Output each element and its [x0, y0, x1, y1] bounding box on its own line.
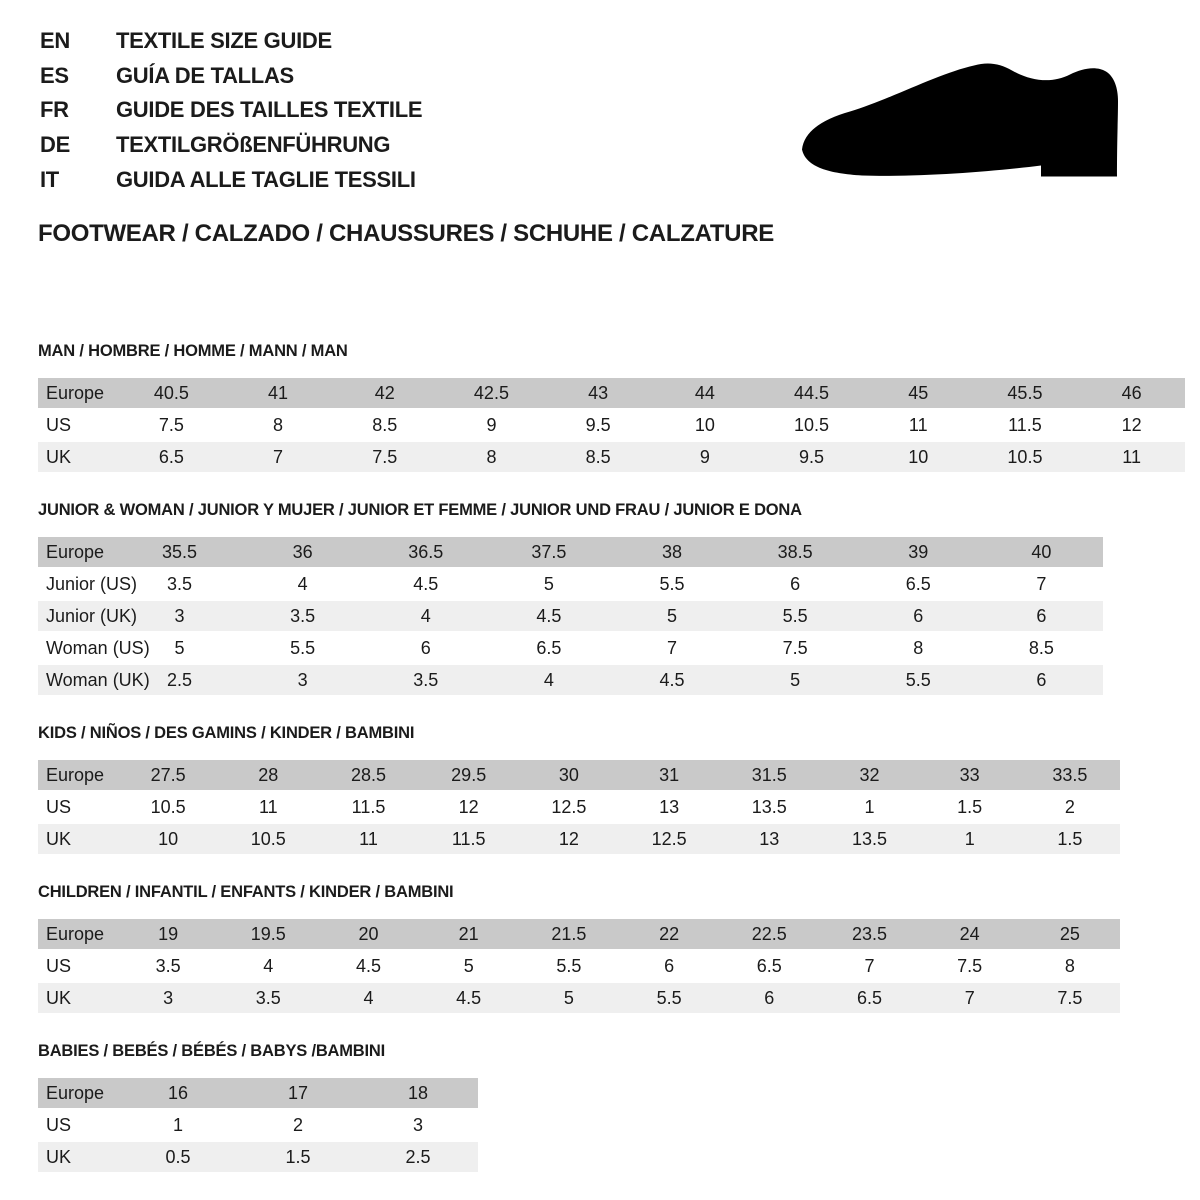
section-children	[38, 883, 1185, 1013]
size-cell: 0.5	[165, 1146, 191, 1167]
table-row	[38, 919, 1120, 949]
size-cell: 33.5	[1052, 764, 1088, 785]
language-row	[40, 93, 422, 128]
row-label-cell: Woman (US)	[46, 637, 150, 658]
size-cell: 10.5	[1007, 446, 1043, 467]
size-cell: 5	[174, 637, 185, 658]
row-label-cell: Europe	[46, 923, 105, 944]
size-tables	[38, 342, 1185, 1200]
size-cell: 13.5	[851, 828, 888, 849]
size-cell: 11	[359, 828, 378, 849]
size-cell: 11	[1122, 446, 1141, 467]
size-cell: 21.5	[551, 923, 587, 944]
size-cell: 44.5	[794, 382, 830, 403]
size-cell: 12	[1121, 414, 1142, 435]
size-cell: 23.5	[851, 923, 888, 944]
table-row	[38, 760, 1120, 790]
size-cell: 24	[959, 923, 980, 944]
size-cell: 8	[913, 637, 924, 658]
size-cell: 11	[258, 796, 278, 817]
size-cell: 3.5	[155, 955, 181, 976]
row-label-cell: UK	[46, 987, 72, 1008]
size-cell: 5	[667, 605, 678, 626]
size-cell: 19.5	[250, 923, 286, 944]
size-cell: 3	[412, 1114, 423, 1135]
size-cell: 11	[908, 414, 928, 435]
size-cell: 8	[273, 414, 284, 435]
size-cell: 41	[268, 382, 289, 403]
row-label-cell: US	[46, 955, 72, 976]
size-cell: 12.5	[551, 796, 587, 817]
size-cell: 3.5	[167, 573, 193, 594]
language-row	[40, 59, 422, 94]
size-cell: 4	[263, 955, 274, 976]
size-cell: 12	[458, 796, 479, 817]
row-label-cell: US	[46, 414, 72, 435]
table-row	[38, 601, 1103, 631]
size-cell: 6	[420, 637, 431, 658]
size-cell: 4	[363, 987, 374, 1008]
size-cell: 6.5	[536, 637, 562, 658]
table-row	[38, 378, 1185, 408]
size-cell: 7	[964, 987, 975, 1008]
size-cell: 13	[759, 828, 780, 849]
size-cell: 13	[659, 796, 680, 817]
size-cell: 8	[1064, 955, 1075, 976]
size-cell: 4	[420, 605, 431, 626]
size-cell: 5	[790, 669, 801, 690]
size-cell: 4.5	[413, 573, 439, 594]
size-cell: 6.5	[756, 955, 782, 976]
row-label-cell: Junior (US)	[46, 573, 138, 594]
size-cell: 7.5	[1057, 987, 1083, 1008]
size-cell: 10	[908, 446, 929, 467]
size-cell: 11.5	[451, 828, 486, 849]
section-title: KIDS / NIÑOS / DES GAMINS / KINDER / BAMBINI	[38, 724, 415, 742]
language-title: GUÍA DE TALLAS	[116, 62, 294, 88]
size-cell: 3	[163, 987, 174, 1008]
size-cell: 12.5	[651, 828, 687, 849]
size-cell: 22	[659, 923, 680, 944]
size-cell: 4.5	[456, 987, 482, 1008]
size-cell: 9	[486, 414, 497, 435]
size-cell: 40.5	[153, 382, 189, 403]
size-cell: 5.5	[556, 955, 582, 976]
size-cell: 25	[1059, 923, 1080, 944]
language-row	[40, 128, 422, 163]
language-title: GUIDE DES TAILLES TEXTILE	[116, 97, 423, 123]
size-cell: 7.5	[782, 637, 808, 658]
table-row	[38, 633, 1103, 663]
size-cell: 1	[964, 828, 975, 849]
row-label-cell: Junior (UK)	[46, 605, 138, 626]
table-row	[38, 569, 1103, 599]
row-label-cell: UK	[46, 446, 72, 467]
table-row	[38, 824, 1120, 854]
table-row	[38, 1110, 478, 1140]
table-row	[38, 951, 1120, 981]
language-title: GUIDA ALLE TAGLIE TESSILI	[116, 166, 416, 192]
table-row	[38, 665, 1103, 695]
language-code: DE	[40, 132, 70, 158]
table-row	[38, 1078, 478, 1108]
size-table-children	[38, 919, 1120, 1013]
size-cell: 18	[407, 1082, 429, 1103]
size-cell: 8.5	[1028, 637, 1054, 658]
size-cell: 7	[667, 637, 678, 658]
table-row	[38, 1142, 478, 1172]
language-title: TEXTILGRÖßENFÜHRUNG	[116, 132, 391, 158]
size-cell: 7.5	[372, 446, 398, 467]
size-cell: 3	[174, 605, 185, 626]
size-cell: 4.5	[659, 669, 685, 690]
size-cell: 2.5	[167, 669, 193, 690]
size-cell: 6	[913, 605, 924, 626]
size-table-junior-woman	[38, 537, 1103, 695]
size-cell: 7.5	[158, 414, 184, 435]
size-cell: 32	[859, 764, 880, 785]
size-cell: 8	[486, 446, 497, 467]
size-cell: 35.5	[162, 541, 198, 562]
row-label-cell: Woman (UK)	[46, 669, 150, 690]
table-row	[38, 983, 1120, 1013]
size-cell: 3.5	[255, 987, 281, 1008]
size-cell: 6.5	[905, 573, 931, 594]
size-table-man	[38, 378, 1185, 472]
language-code: ES	[40, 62, 69, 88]
size-cell: 8.5	[585, 446, 611, 467]
language-code: IT	[40, 166, 59, 192]
size-cell: 4.5	[355, 955, 381, 976]
size-cell: 31	[659, 764, 680, 785]
size-cell: 8.5	[372, 414, 398, 435]
size-cell: 37.5	[531, 541, 567, 562]
language-row	[40, 162, 422, 197]
section-junior-woman	[38, 501, 1185, 695]
row-label-cell: Europe	[46, 541, 105, 562]
size-cell: 40	[1031, 541, 1052, 562]
size-cell: 5.5	[656, 987, 682, 1008]
language-title: TEXTILE SIZE GUIDE	[116, 28, 332, 54]
size-cell: 9.5	[799, 446, 825, 467]
size-cell: 22.5	[751, 923, 787, 944]
size-cell: 6	[664, 955, 675, 976]
size-cell: 38.5	[777, 541, 813, 562]
size-cell: 6	[1036, 669, 1047, 690]
row-label-cell: Europe	[46, 764, 105, 785]
section-title: BABIES / BEBÉS / BÉBÉS / BABYS /BAMBINI	[38, 1042, 385, 1060]
row-label-cell: UK	[46, 828, 72, 849]
size-cell: 13.5	[751, 796, 787, 817]
size-cell: 6.5	[856, 987, 882, 1008]
size-cell: 2.5	[405, 1146, 431, 1167]
size-cell: 1	[172, 1114, 183, 1135]
size-cell: 7	[864, 955, 875, 976]
size-cell: 29.5	[451, 764, 487, 785]
size-cell: 16	[167, 1082, 189, 1103]
row-label-cell: US	[46, 1114, 72, 1135]
table-row	[38, 537, 1103, 567]
size-cell: 42.5	[473, 382, 509, 403]
size-cell: 11.5	[351, 796, 386, 817]
size-cell: 10	[694, 414, 715, 435]
size-cell: 4	[297, 573, 308, 594]
section-title: MAN / HOMBRE / HOMME / MANN / MAN	[38, 342, 348, 360]
row-label-cell: UK	[46, 1146, 72, 1167]
size-cell: 43	[588, 382, 609, 403]
size-cell: 7	[1036, 573, 1047, 594]
size-cell: 9	[699, 446, 710, 467]
size-cell: 10.5	[250, 828, 286, 849]
size-cell: 1.5	[285, 1146, 311, 1167]
section-kids	[38, 724, 1185, 854]
size-cell: 39	[908, 541, 929, 562]
size-cell: 5.5	[905, 669, 931, 690]
row-label-cell: US	[46, 796, 72, 817]
language-row	[40, 24, 422, 59]
section-title: CHILDREN / INFANTIL / ENFANTS / KINDER / BAMBINI	[38, 883, 454, 901]
size-cell: 5.5	[290, 637, 316, 658]
size-cell: 2	[292, 1114, 303, 1135]
size-cell: 2	[1064, 796, 1075, 817]
size-cell: 45.5	[1007, 382, 1043, 403]
size-cell: 12	[558, 828, 579, 849]
size-cell: 30	[558, 764, 579, 785]
language-code: EN	[40, 28, 70, 54]
size-cell: 6.5	[158, 446, 184, 467]
size-cell: 3.5	[413, 669, 439, 690]
size-cell: 1	[864, 796, 875, 817]
size-cell: 36.5	[408, 541, 444, 562]
size-table-kids	[38, 760, 1120, 854]
size-cell: 5	[563, 987, 574, 1008]
size-cell: 21	[458, 923, 479, 944]
size-cell: 10	[158, 828, 179, 849]
size-cell: 45	[908, 382, 929, 403]
size-cell: 33	[959, 764, 980, 785]
size-cell: 17	[287, 1082, 309, 1103]
size-cell: 46	[1121, 382, 1142, 403]
size-cell: 5.5	[659, 573, 685, 594]
row-label-cell: Europe	[46, 1082, 105, 1103]
size-cell: 38	[662, 541, 683, 562]
size-cell: 1.5	[1057, 828, 1083, 849]
size-cell: 31.5	[751, 764, 787, 785]
row-label-cell: Europe	[46, 382, 105, 403]
size-cell: 20	[358, 923, 379, 944]
size-cell: 6	[790, 573, 801, 594]
size-cell: 7.5	[957, 955, 983, 976]
size-cell: 27.5	[150, 764, 186, 785]
size-table-babies	[38, 1078, 478, 1172]
size-cell: 5.5	[782, 605, 808, 626]
size-cell: 28	[258, 764, 279, 785]
size-cell: 3.5	[290, 605, 316, 626]
size-cell: 5	[543, 573, 554, 594]
table-row	[38, 792, 1120, 822]
section-man	[38, 342, 1185, 472]
size-cell: 42	[374, 382, 395, 403]
size-cell: 11.5	[1008, 414, 1042, 435]
size-cell: 6	[764, 987, 775, 1008]
dress-shoe-icon	[798, 56, 1143, 184]
table-row	[38, 410, 1185, 440]
section-title: JUNIOR & WOMAN / JUNIOR Y MUJER / JUNIOR ET FEMME / JUNIOR UND FRAU / JUNIOR E DONA	[38, 501, 802, 519]
size-cell: 6	[1036, 605, 1047, 626]
category-heading: FOOTWEAR / CALZADO / CHAUSSURES / SCHUHE / CALZATURE	[38, 220, 774, 247]
size-cell: 36	[292, 541, 313, 562]
size-cell: 9.5	[585, 414, 611, 435]
size-cell: 28.5	[350, 764, 387, 785]
section-babies	[38, 1042, 1185, 1172]
size-cell: 10.5	[150, 796, 186, 817]
language-title-list	[40, 24, 422, 197]
size-cell: 1.5	[957, 796, 983, 817]
size-cell: 4.5	[536, 605, 562, 626]
size-cell: 19	[158, 923, 179, 944]
size-cell: 5	[463, 955, 474, 976]
table-row	[38, 442, 1185, 472]
language-code: FR	[40, 97, 69, 123]
size-cell: 7	[273, 446, 284, 467]
size-cell: 44	[694, 382, 715, 403]
size-cell: 3	[297, 669, 308, 690]
size-cell: 10.5	[794, 414, 830, 435]
size-cell: 4	[543, 669, 554, 690]
